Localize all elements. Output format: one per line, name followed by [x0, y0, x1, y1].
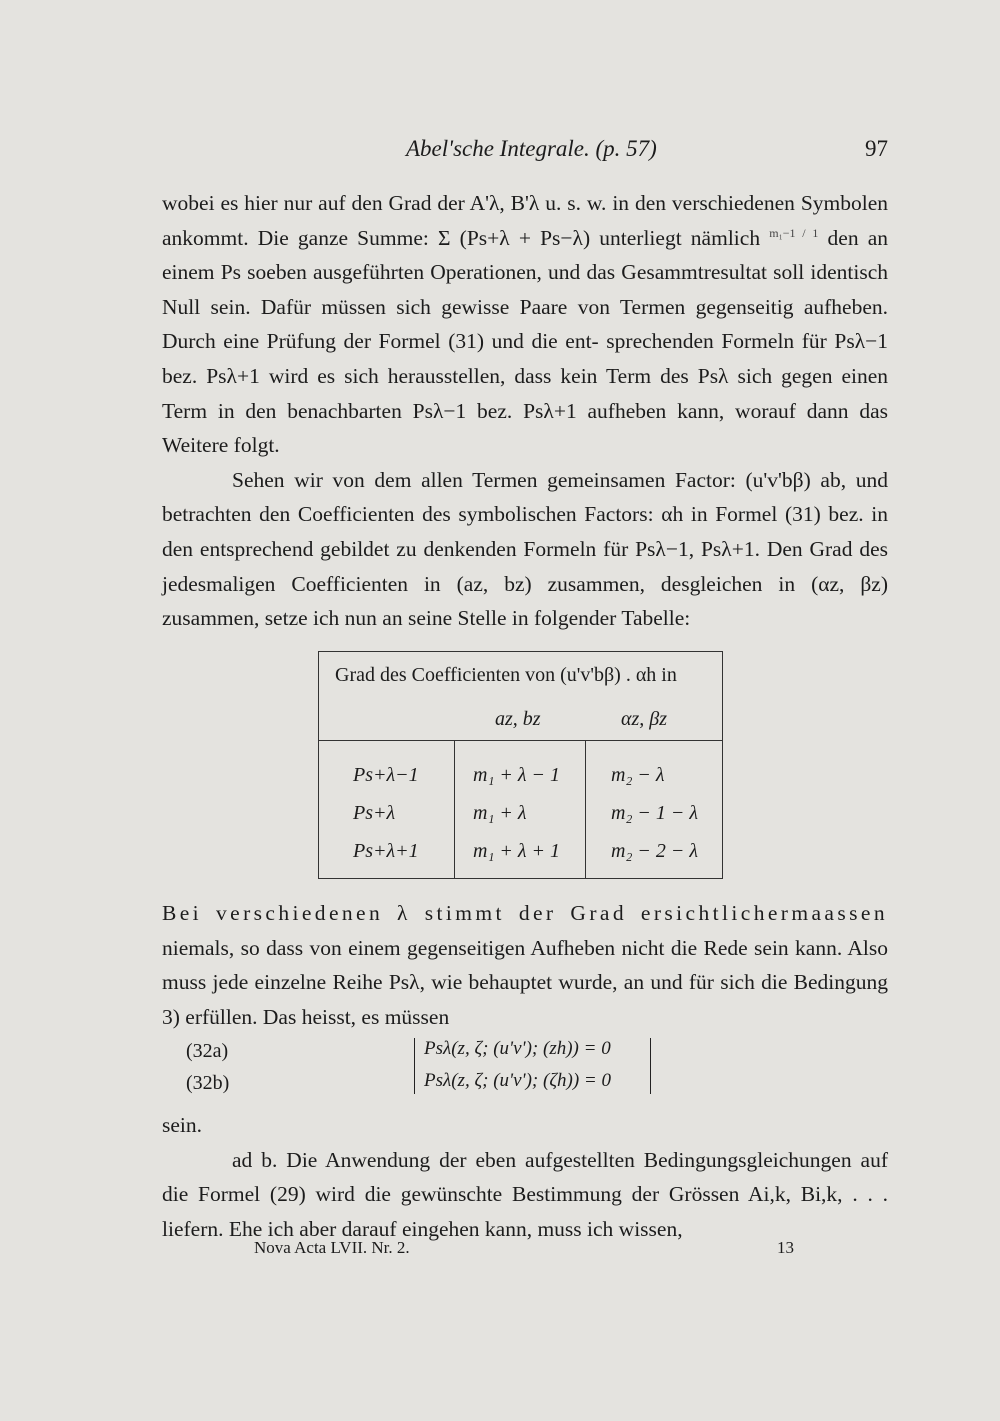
text-line: kein Term des Psλ sich gegen einen Term in den benachbarten Psλ−1 bez.: [162, 363, 888, 423]
text-line: sprechenden Formeln für Psλ−1 bez. Psλ+1 wird es sich herausstellen, dass: [162, 329, 889, 388]
table-rule: [585, 740, 586, 878]
main-text: [162, 186, 888, 636]
paragraph-4: [162, 1143, 888, 1247]
text-line: Psλ+1 aufheben kann, worauf dann das Weitere folgt.: [162, 398, 889, 458]
degree-table: [318, 651, 723, 879]
left-bracket: [414, 1038, 415, 1094]
running-header: [160, 136, 888, 170]
table-cell: m₁ + λ: [473, 802, 527, 824]
text-line: bez. in den entsprechend gebildet zu denkenden Formeln für Psλ−1, Psλ+1.: [162, 502, 888, 561]
text-line: auf die Formel (29) wird die gewünschte Bestimmung der Grössen: [162, 1147, 888, 1207]
text-line: niemals, so dass von einem gegenseitigen Aufheben nicht die Rede sein: [162, 935, 789, 960]
table-caption: Grad des Coefficienten von (u'v'bβ) . αh in: [335, 664, 677, 686]
table-cell: m₂ − 2 − λ: [611, 840, 699, 862]
text-line: Den Grad des jedesmaligen Coefficienten in (az, bz) zusammen, desgleichen in: [162, 536, 888, 596]
equation-label: (32a): [186, 1040, 229, 1062]
table-cell: m₂ − 1 − λ: [611, 802, 699, 824]
equation: Psλ(z, ζ; (u'v'); (ζh)) = 0: [424, 1070, 612, 1091]
running-title: Abel'sche Integrale. (p. 57): [406, 136, 657, 161]
text-line: gegenseitig aufheben. Durch eine Prüfung der Formel (31) und die ent-: [162, 294, 889, 354]
sum-limits: m₁−1 / 1: [769, 225, 819, 240]
table-row-label: Ps+λ+1: [353, 840, 419, 862]
text-line: den an einem Ps soeben ausgeführten Operationen, und das Gesammtresultat: [162, 225, 889, 285]
table-rule: [319, 740, 722, 741]
sheet-number: 13: [777, 1238, 794, 1257]
paragraph-3: [162, 896, 888, 1034]
table-cell: m₁ + λ − 1: [473, 764, 561, 786]
table-row-label: Ps+λ: [353, 802, 396, 824]
table-row-label: Ps+λ−1: [353, 764, 419, 786]
journal-signature: Nova Acta LVII. Nr. 2.: [254, 1238, 410, 1257]
equation-label: (32b): [186, 1072, 230, 1094]
equation: Psλ(z, ζ; (u'v'); (zh)) = 0: [424, 1038, 611, 1059]
table-cell: m₁ + λ + 1: [473, 840, 561, 862]
equation-block: [160, 1036, 888, 1096]
text-line: kann. Also muss jede einzelne Reihe Psλ, wie behauptet wurde, an und für: [162, 935, 889, 995]
paragraph-1: [162, 186, 888, 463]
table-rule: [454, 740, 455, 878]
text-line: Symbolen ankommt. Die ganze Summe: Σ (Ps+λ + Ps−λ) unterliegt nämlich: [162, 191, 889, 250]
right-bracket: [650, 1038, 651, 1094]
table-col-header-1: az, bz: [495, 708, 541, 730]
text-line: (αz, βz) zusammen, setze ich nun an seine Stelle in folgender Tabelle:: [162, 571, 889, 631]
page-number: 97: [865, 136, 888, 161]
text-line: und betrachten den Coefficienten des symbolischen Factors: αh in Formel (31): [162, 467, 888, 527]
text-line: Bei verschiedenen λ stimmt der Grad ersichtlichermaassen: [162, 901, 888, 925]
text-line: sich die Bedingung 3) erfüllen. Das heisst, es müssen: [162, 970, 888, 1029]
text-line: soll identisch Null sein. Dafür müssen sich gewisse Paare von Termen: [162, 260, 889, 319]
text-line: Sehen wir von dem allen Termen gemeinsamen Factor: (u'v'bβ) ab,: [232, 467, 847, 492]
text-line: wobei es hier nur auf den Grad der A'λ, B'λ u. s. w. in den verschiedenen: [162, 191, 795, 215]
text-line: ad b. Die Anwendung der eben aufgestellten Bedingungsgleichungen: [232, 1147, 852, 1172]
paragraph-2: [162, 463, 888, 636]
table-cell: m₂ − λ: [611, 764, 665, 786]
main-text-continued: [162, 896, 888, 1034]
text-line: Ai,k, Bi,k, . . . liefern. Ehe ich aber darauf eingehen kann, muss ich wissen,: [162, 1182, 888, 1241]
text-line: sein.: [162, 1113, 203, 1137]
closing-text: [162, 1108, 888, 1246]
table-col-header-2: αz, βz: [621, 708, 668, 730]
